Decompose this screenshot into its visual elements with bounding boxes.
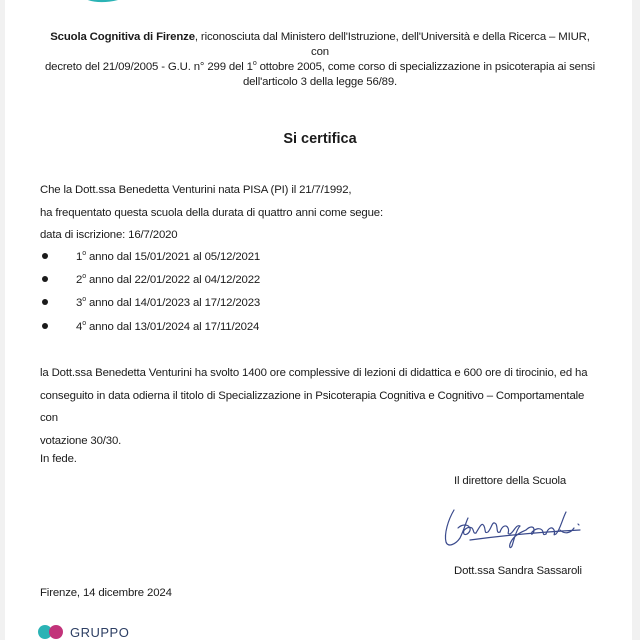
completion-line-1: la Dott.ssa Benedetta Venturini ha svolto 1400 ore complessive di lezioni di didattica e 600 ore di tirocinio, ed ha [40, 367, 588, 379]
header-line2-sup: o [252, 60, 257, 68]
place-and-date: Firenze, 14 dicembre 2024 [40, 587, 172, 599]
school-name: Scuola Cognitiva di Firenze [50, 31, 195, 43]
completion-line-3: votazione 30/30. [40, 435, 122, 448]
completion-line-2: conseguito in data odierna il titolo di Specializzazione in Psicoterapia Cognitiva e Cognitivo – Comportamentale con [40, 389, 585, 425]
bullet-icon [42, 299, 48, 305]
year-item-2: 2$^o$ anno dal 22/01/2022 al 04/12/2022 [42, 274, 260, 286]
school-logo-icon [58, 0, 136, 8]
header-line3: dell'articolo 3 della legge 56/89. [242, 76, 398, 88]
magenta-circle-icon [49, 625, 63, 639]
page-edge-right [632, 0, 640, 640]
intro-line-1: Che la Dott.ssa Benedetta Venturini nata PISA (PI) il 21/7/1992, [40, 184, 352, 196]
header-line2-b: ottobre 2005, come corso di specializzazione in psicoterapia ai sensi [256, 61, 595, 73]
header-line1: , riconosciuta dal Ministero dell'Istruzione, dell'Università e della Ricerca – MIUR, con [194, 31, 590, 58]
footer-logo [38, 623, 129, 640]
footer-brand: GRUPPO [70, 624, 130, 640]
bullet-icon [42, 276, 48, 282]
bullet-icon [42, 253, 48, 259]
director-signature [440, 500, 590, 552]
school-recognition-header [40, 30, 600, 90]
year-item-3: 3$^o$ anno dal 14/01/2023 al 17/12/2023 [42, 297, 260, 309]
closing-text: In fede. [40, 453, 77, 465]
director-title: Il direttore della Scuola [454, 475, 567, 487]
certificate-title: Si certifica [283, 131, 357, 147]
header-line2-a: decreto del 21/09/2005 - G.U. n° 299 del 1 [45, 61, 253, 73]
page-edge-left [0, 0, 5, 640]
year-item-1: 1$^o$ anno dal 15/01/2021 al 05/12/2021 [42, 251, 260, 263]
bullet-icon [42, 323, 48, 329]
enrollment-date: data di iscrizione: 16/7/2020 [40, 229, 178, 241]
director-name: Dott.ssa Sandra Sassaroli [454, 565, 582, 577]
intro-line-2: ha frequentato questa scuola della durata di quattro anni come segue: [40, 207, 384, 219]
year-item-4: 4$^o$ anno dal 13/01/2024 al 17/11/2024 [42, 321, 259, 333]
completion-paragraph [40, 362, 600, 453]
